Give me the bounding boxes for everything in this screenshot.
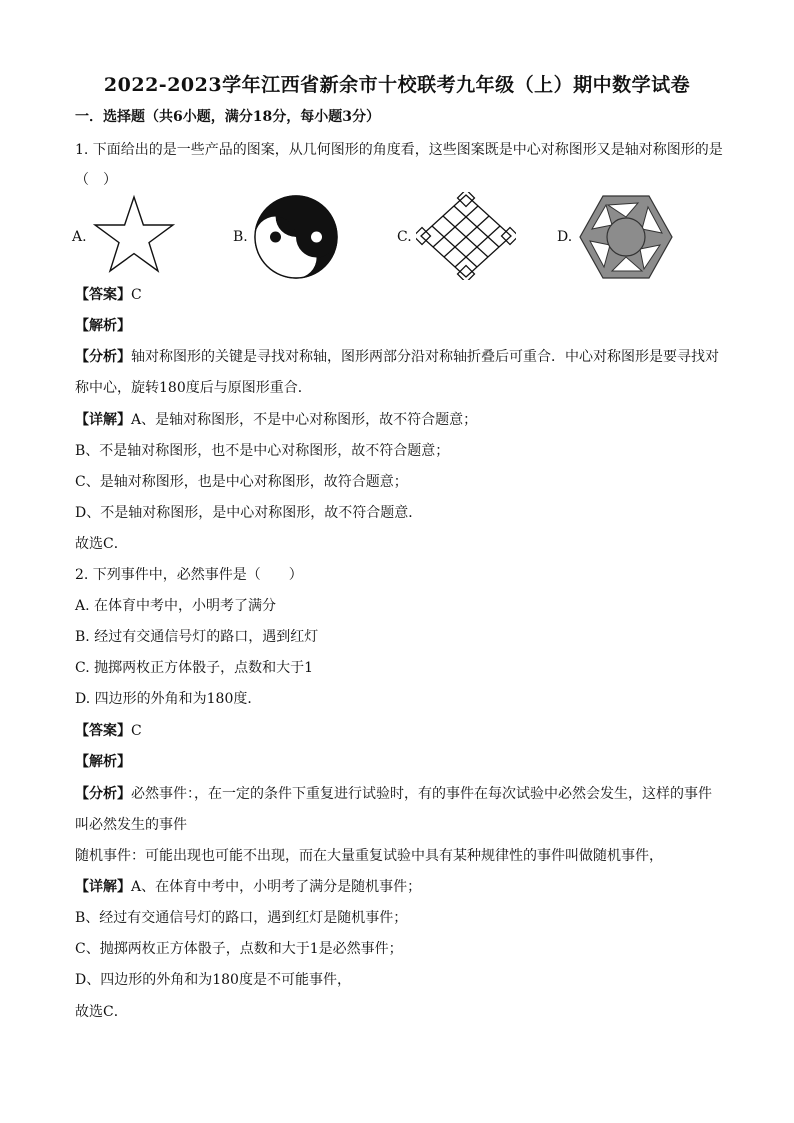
exam-title: 2022-2023学年江西省新余市十校联考九年级（上）期中数学试卷 <box>103 74 691 96</box>
detail-tag: 【详解】 <box>75 412 131 428</box>
q1-option-b-label: B. <box>233 229 248 245</box>
q2-detail-b: B、经过有交通信号灯的路口，遇到红灯是随机事件； <box>75 910 408 926</box>
q1-option-a-label: A. <box>72 229 87 245</box>
yin-yang-icon <box>252 193 340 281</box>
fenxi-text: 必然事件：，在一定的条件下重复进行试验时，有的事件在每次试验中必然会发生，这样的事件 <box>131 786 712 802</box>
q1-analysis-tag: 【解析】 <box>75 318 131 334</box>
answer-tag: 【答案】 <box>75 723 131 739</box>
q2-fenxi-line1 <box>75 784 735 804</box>
fenxi-tag: 【分析】 <box>75 786 131 802</box>
section-heading: 一．选择题（共6小题，满分18分，每小题3分） <box>75 109 380 125</box>
q2-detail-a <box>75 877 735 897</box>
q1-stem-line1: 1. 下面给出的是一些产品的图案，从几何图形的角度看，这些图案既是中心对称图形又是轴对称图形的是 <box>75 142 723 158</box>
fenxi-tag: 【分析】 <box>75 349 131 365</box>
q1-detail-d: D、不是轴对称图形，是中心对称图形，故不符合题意． <box>75 505 423 521</box>
answer-value: C <box>131 723 142 739</box>
q2-option-b: B. 经过有交通信号灯的路口，遇到红灯 <box>75 629 319 645</box>
q1-fenxi-line1 <box>75 347 735 367</box>
answer-value: C <box>131 287 142 303</box>
q2-answer <box>75 721 735 741</box>
endless-knot-icon <box>416 192 516 280</box>
q1-detail-c: C、是轴对称图形，也是中心对称图形，故符合题意； <box>75 474 408 490</box>
fenxi-text: 轴对称图形的关键是寻找对称轴，图形两部分沿对称轴折叠后可重合．中心对称图形是要寻找对 <box>131 349 719 365</box>
q1-fenxi-line2: 称中心，旋转180度后与原图形重合． <box>75 380 312 396</box>
q1-conclusion: 故选C． <box>75 536 128 552</box>
q2-random-line: 随机事件：可能出现也可能不出现，而在大量重复试验中具有某种规律性的事件叫做随机事件， <box>75 848 663 864</box>
hexagon-pinwheel-icon <box>578 193 674 281</box>
q2-option-a: A. 在体育中考中，小明考了满分 <box>75 598 277 614</box>
q1-answer <box>75 285 735 305</box>
q2-analysis-tag: 【解析】 <box>75 754 131 770</box>
q1-detail-a <box>75 410 735 430</box>
q2-option-c: C. 抛掷两枚正方体骰子，点数和大于1 <box>75 660 314 676</box>
q1-stem-line2: （ ） <box>75 172 117 188</box>
q2-option-d: D. 四边形的外角和为180度． <box>75 691 262 707</box>
detail-a-text: A、在体育中考中，小明考了满分是随机事件； <box>131 879 422 895</box>
q2-detail-c: C、抛掷两枚正方体骰子，点数和大于1是必然事件； <box>75 941 403 957</box>
answer-tag: 【答案】 <box>75 287 131 303</box>
q1-option-d-label: D. <box>557 229 573 245</box>
q2-conclusion: 故选C． <box>75 1004 128 1020</box>
q1-option-c-label: C. <box>397 229 412 245</box>
star-icon <box>90 194 178 278</box>
detail-a-text: A、是轴对称图形，不是中心对称图形，故不符合题意； <box>131 412 478 428</box>
q2-fenxi-line2: 叫必然发生的事件 <box>75 817 187 833</box>
q2-stem: 2. 下列事件中，必然事件是（ ） <box>75 567 303 583</box>
detail-tag: 【详解】 <box>75 879 131 895</box>
q1-detail-b: B、不是轴对称图形，也不是中心对称图形，故不符合题意； <box>75 443 450 459</box>
q2-detail-d: D、四边形的外角和为180度是不可能事件， <box>75 972 351 988</box>
